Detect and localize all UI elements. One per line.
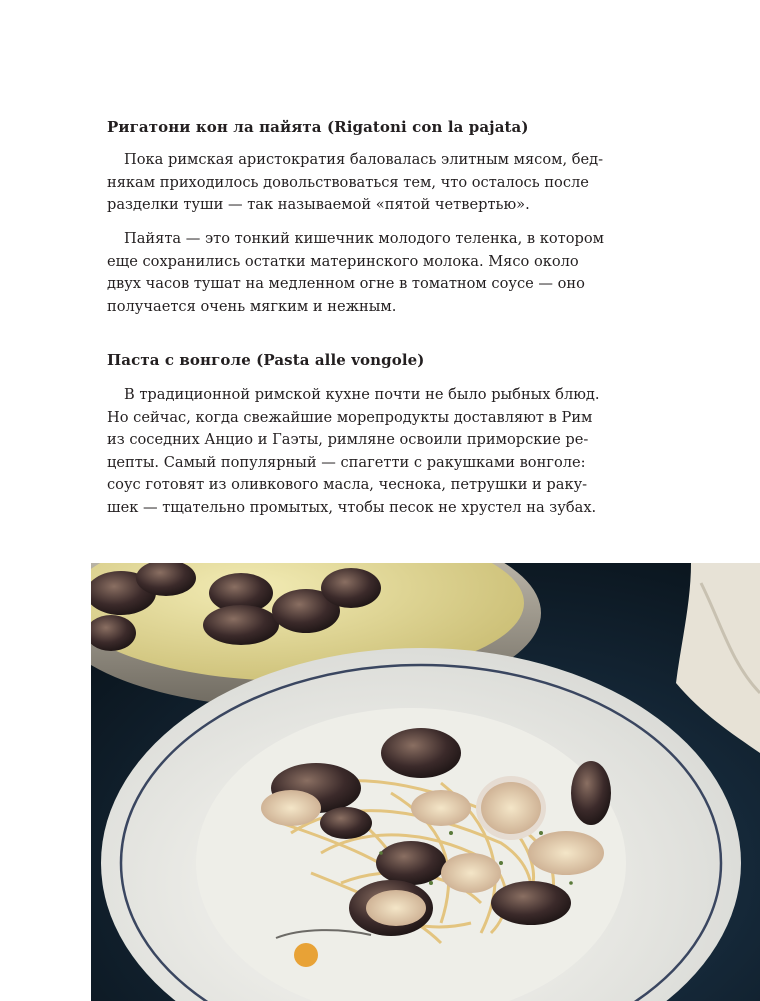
paragraph-rigatoni-intro [90, 149, 604, 217]
section-heading-vongole: Паста с вонголе (Pasta alle vongole) [107, 351, 425, 369]
photo-illustration [91, 563, 760, 1001]
text-line: В традиционной римской кухне почти не было рыбных блюд. [124, 386, 600, 403]
text-line: Пока римская аристократия баловалась элитным мясом, бед- [124, 151, 604, 168]
text-line: соус готовят из оливкового масла, чеснока, петрушки и раку- [107, 476, 588, 494]
text-line: получается очень мягким и нежным. [107, 297, 397, 315]
text-line: из соседних Анцио и Гаэты, римляне освоили приморские ре- [107, 431, 589, 449]
text-line: двух часов тушат на медленном огне в томатном соусе — оно [107, 275, 585, 293]
text-line: шек — тщательно промытых, чтобы песок не хрустел на зубах. [107, 498, 597, 516]
text-line: разделки туши — так называемой «пятой четвертью». [107, 196, 530, 214]
pasta-alle-vongole-photo [91, 563, 760, 1001]
text-line: еще сохранились остатки материнского молока. Мясо около [107, 252, 579, 270]
paragraph-pajata [90, 228, 604, 318]
text-line: някам приходилось довольствоваться тем, что осталось после [107, 173, 589, 191]
text-line: Но сейчас, когда свежайшие морепродукты доставляют в Рим [107, 408, 593, 426]
paragraph-vongole [90, 384, 600, 520]
section-heading-rigatoni: Ригатони кон ла пайята (Rigatoni con la pajata) [107, 118, 529, 136]
text-line: Пайята — это тонкий кишечник молодого теленка, в котором [124, 230, 604, 247]
text-line: цепты. Самый популярный — спагетти с ракушками вонголе: [107, 453, 586, 471]
